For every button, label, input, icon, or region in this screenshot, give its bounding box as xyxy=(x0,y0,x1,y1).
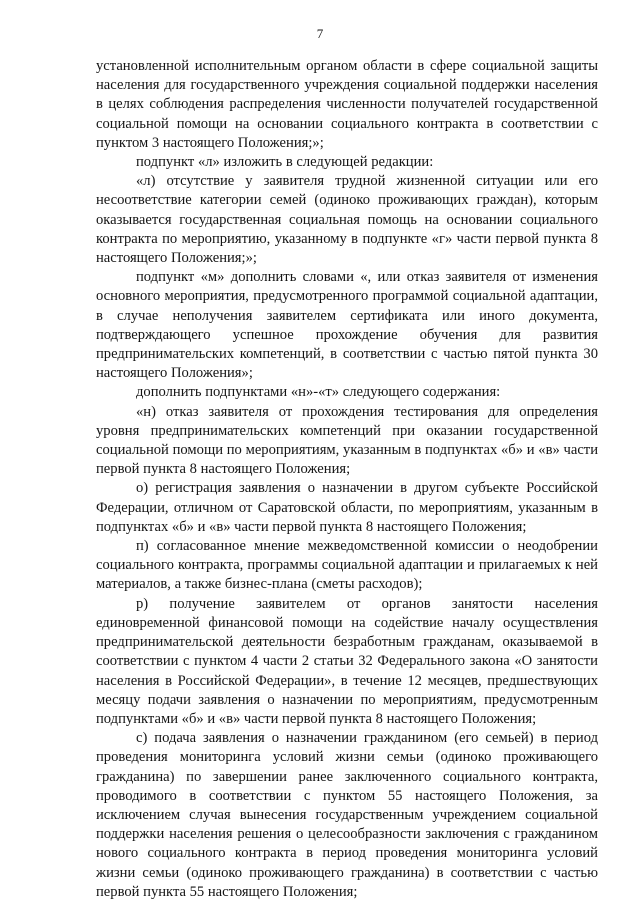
paragraph-subpoint-l-intro: подпункт «л» изложить в следующей редакции: xyxy=(136,154,434,171)
paragraph-subpoint-n: «н) отказ заявителя от прохождения тестирования для определения уровня предпринимательских компетенций при оказании государственной социальной помощи по мероприятиям, указанным в подпунктах «б» и «в» части первой пункта 8 настоящего Положения; xyxy=(96,403,598,478)
paragraph-subpoint-l: «л) отсутствие у заявителя трудной жизненной ситуации или его несоответствие категории семей (одиноко проживающих граждан), которым оказывается государственная социальная помощь на основании социального контракта по мероприятию, указанному в подпункте «г» части первой пункта 8 настоящего Положения;»; xyxy=(96,173,598,267)
paragraph-subpoint-o: о) регистрация заявления о назначении в другом субъекте Российской Федерации, отличном от Саратовской области, по мероприятиям, указанным в подпунктах «б» и «в» части первой пункта 8 настоящего Положения; xyxy=(96,480,598,535)
paragraph-continuation: установленной исполнительным органом области в сфере социальной защиты населения для государственного учреждения социальной поддержки населения в целях соблюдения распределения численности получателей государственной социальной помощи на основании социального контракта в соответствии с пунктом 3 настоящего Положения;»; xyxy=(96,58,598,151)
paragraph-add-subpoints: дополнить подпунктами «н»-«т» следующего содержания: xyxy=(136,384,501,401)
paragraph-subpoint-m: подпункт «м» дополнить словами «, или отказ заявителя от изменения основного мероприятия, предусмотренного программой социальной адаптации, в случае неполучения заявителем сертификата или иного документа, подтверждающего успешное прохождение обучения для развития предпринимательских компетенций, в соответствии с частью пятой пункта 30 настоящего Положения»; xyxy=(96,269,598,382)
page-number: 7 xyxy=(316,26,324,41)
document-body xyxy=(96,57,598,902)
paragraph-subpoint-s: с) подача заявления о назначении гражданином (его семьей) в период проведения мониторинга условий жизни семьи (одиноко проживающего гражданина) по завершении ранее заключенного социального контракта, проводимого в соответствии с пунктом 55 настоящего Положения, за исключением случая вынесения государственным учреждением социальной поддержки населения решения о целесообразности заключения с гражданином нового социального контракта в период проведения мониторинга условий жизни семьи (одиноко проживающего гражданина) в соответствии с частью первой пункта 55 настоящего Положения; xyxy=(96,730,598,900)
paragraph-subpoint-r: р) получение заявителем от органов занятости населения единовременной финансовой помощи на содействие началу осуществления предпринимательской деятельности безработным гражданам, оказываемой в соответствии с пунктом 4 части 2 статьи 32 Федерального закона «О занятости населения в Российской Федерации», в течение 12 месяцев, предшествующих месяцу подачи заявления о назначении по мероприятиям, предусмотренным подпунктами «б» и «в» части первой пункта 8 настоящего Положения; xyxy=(96,595,598,727)
paragraph-subpoint-p: п) согласованное мнение межведомственной комиссии о неодобрении социального контракта, программы социальной адаптации и прилагаемых к ней материалов, а также бизнес-плана (сметы расходов); xyxy=(96,538,598,593)
